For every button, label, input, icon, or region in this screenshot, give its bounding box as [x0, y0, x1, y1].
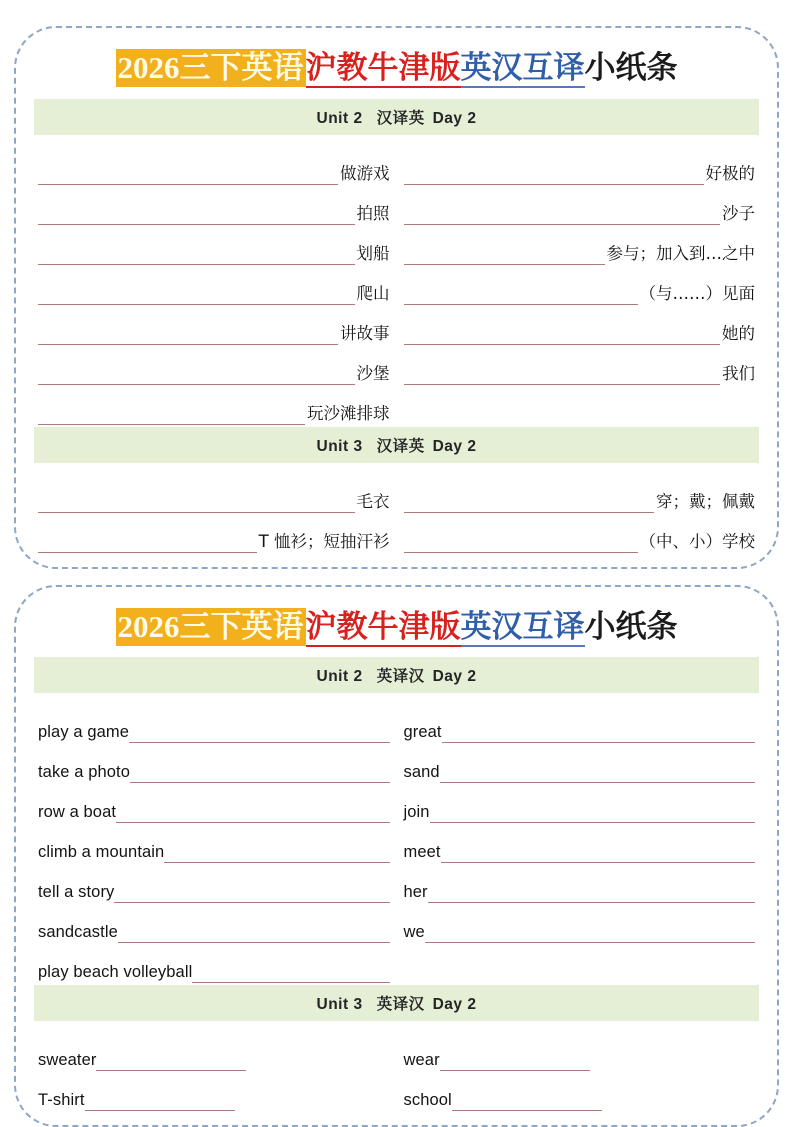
word-grid-unit3-cn — [24, 469, 769, 553]
word-row — [38, 1031, 390, 1071]
word-row — [404, 345, 756, 385]
word-label: 爬山 — [356, 283, 390, 303]
word-row — [404, 783, 756, 823]
answer-blank[interactable] — [425, 922, 755, 943]
answer-blank[interactable] — [118, 922, 390, 943]
answer-blank[interactable] — [440, 1050, 590, 1071]
page-title-2 — [24, 608, 769, 644]
word-label: 玩沙滩排球 — [307, 403, 390, 423]
band-unit: Unit 2 — [316, 668, 363, 686]
title-part-highlight: 2026三下英语 — [117, 50, 304, 85]
answer-blank[interactable] — [38, 404, 305, 425]
worksheet-card-1 — [14, 26, 779, 569]
word-label: her — [403, 883, 428, 902]
band-mode: 汉译英 — [376, 437, 425, 455]
word-row — [38, 185, 390, 225]
word-row — [38, 903, 390, 943]
word-label: join — [403, 803, 430, 822]
band-mode: 英译汉 — [376, 996, 425, 1014]
word-row — [404, 305, 756, 345]
word-row — [38, 943, 390, 983]
word-label: meet — [403, 843, 441, 862]
title-part-publisher: 沪教牛津版 — [306, 609, 461, 647]
answer-blank[interactable] — [440, 762, 755, 783]
word-row — [38, 305, 390, 345]
band-day: Day 2 — [432, 109, 477, 127]
word-label: （与……）见面 — [639, 283, 755, 303]
answer-blank[interactable] — [38, 164, 338, 185]
word-label: 她的 — [722, 323, 755, 343]
answer-blank[interactable] — [96, 1050, 246, 1071]
word-row — [404, 823, 756, 863]
word-label: sandcastle — [38, 923, 118, 942]
word-row — [38, 823, 390, 863]
title-part-suffix: 小纸条 — [584, 50, 678, 85]
worksheet-card-2 — [14, 585, 779, 1127]
word-row — [404, 1071, 756, 1111]
word-label: 穿；戴；佩戴 — [656, 491, 755, 511]
word-row — [38, 473, 390, 513]
answer-blank[interactable] — [129, 722, 390, 743]
word-row — [38, 783, 390, 823]
word-row — [38, 703, 390, 743]
word-label: T 恤衫；短抽汗衫 — [258, 531, 390, 551]
answer-blank[interactable] — [38, 364, 355, 385]
title-part-topic: 英汉互译 — [461, 50, 585, 88]
word-label: 划船 — [356, 243, 390, 263]
word-row — [38, 513, 390, 553]
answer-blank[interactable] — [442, 722, 755, 743]
answer-blank[interactable] — [404, 204, 721, 225]
word-row — [404, 703, 756, 743]
band-day: Day 2 — [432, 996, 477, 1014]
band-day: Day 2 — [432, 668, 477, 686]
word-label: we — [403, 923, 425, 942]
word-row — [404, 903, 756, 943]
word-row — [404, 473, 756, 513]
word-label: 沙堡 — [356, 363, 390, 383]
word-label: T-shirt — [38, 1091, 85, 1110]
word-row — [404, 513, 756, 553]
word-label: 毛衣 — [356, 491, 390, 511]
word-row — [404, 265, 756, 305]
band-mode: 英译汉 — [376, 668, 425, 686]
word-row — [38, 225, 390, 265]
answer-blank[interactable] — [192, 962, 389, 983]
word-label: climb a mountain — [38, 843, 165, 862]
band-unit: Unit 3 — [316, 996, 363, 1014]
word-label: 好极的 — [705, 163, 755, 183]
title-part-publisher: 沪教牛津版 — [306, 50, 461, 88]
band-unit: Unit 3 — [316, 437, 363, 455]
word-row-empty — [404, 943, 756, 983]
word-label: 做游戏 — [340, 163, 390, 183]
title-part-topic: 英汉互译 — [461, 609, 585, 647]
answer-blank[interactable] — [404, 164, 704, 185]
word-row — [38, 385, 390, 425]
title-part-suffix: 小纸条 — [584, 608, 678, 644]
word-row — [38, 743, 390, 783]
word-row — [404, 145, 756, 185]
answer-blank[interactable] — [404, 324, 721, 345]
word-label: great — [403, 723, 442, 742]
answer-blank[interactable] — [38, 204, 355, 225]
word-row — [404, 185, 756, 225]
word-label: 参与；加入到…之中 — [606, 243, 755, 263]
word-row — [38, 1071, 390, 1111]
answer-blank[interactable] — [430, 802, 755, 823]
answer-blank[interactable] — [428, 882, 755, 903]
section-band-unit3-cn — [34, 427, 759, 463]
band-mode: 汉译英 — [376, 109, 425, 127]
word-label: row a boat — [38, 803, 117, 822]
section-band-unit3-en — [34, 985, 759, 1021]
word-row — [38, 265, 390, 305]
word-row — [38, 145, 390, 185]
word-row — [404, 1031, 756, 1071]
answer-blank[interactable] — [38, 532, 257, 553]
answer-blank[interactable] — [38, 284, 355, 305]
answer-blank[interactable] — [85, 1090, 235, 1111]
answer-blank[interactable] — [404, 284, 638, 305]
word-row — [38, 345, 390, 385]
answer-blank[interactable] — [38, 324, 338, 345]
answer-blank[interactable] — [404, 364, 721, 385]
section-band-unit2-cn — [34, 99, 759, 135]
word-label: 沙子 — [722, 203, 755, 223]
answer-blank[interactable] — [38, 492, 355, 513]
answer-blank[interactable] — [114, 882, 389, 903]
word-label: school — [403, 1091, 452, 1110]
answer-blank[interactable] — [404, 532, 638, 553]
section-band-unit2-en — [34, 657, 759, 693]
word-label: 讲故事 — [340, 323, 390, 343]
word-label: sand — [403, 763, 440, 782]
answer-blank[interactable] — [452, 1090, 602, 1111]
word-grid-unit2-cn — [24, 141, 769, 427]
answer-blank[interactable] — [164, 842, 389, 863]
word-grid-unit3-en — [24, 1027, 769, 1111]
answer-blank[interactable] — [38, 244, 355, 265]
word-label: 我们 — [722, 363, 755, 383]
word-label: wear — [403, 1051, 440, 1070]
word-label: play beach volleyball — [38, 963, 193, 982]
band-unit: Unit 2 — [316, 109, 363, 127]
title-part-highlight: 2026三下英语 — [117, 608, 304, 644]
word-label: play a game — [38, 723, 129, 742]
answer-blank[interactable] — [404, 492, 655, 513]
word-row — [38, 863, 390, 903]
word-row-empty — [404, 385, 756, 425]
answer-blank[interactable] — [116, 802, 389, 823]
answer-blank[interactable] — [441, 842, 755, 863]
word-row — [404, 863, 756, 903]
word-label: （中、小）学校 — [639, 531, 755, 551]
word-grid-unit2-en — [24, 699, 769, 985]
word-label: sweater — [38, 1051, 97, 1070]
word-label: 拍照 — [356, 203, 390, 223]
answer-blank[interactable] — [130, 762, 389, 783]
page-title-1 — [24, 52, 769, 85]
word-row — [404, 743, 756, 783]
word-label: take a photo — [38, 763, 131, 782]
word-label: tell a story — [38, 883, 115, 902]
band-day: Day 2 — [432, 437, 477, 455]
answer-blank[interactable] — [404, 244, 605, 265]
word-row — [404, 225, 756, 265]
